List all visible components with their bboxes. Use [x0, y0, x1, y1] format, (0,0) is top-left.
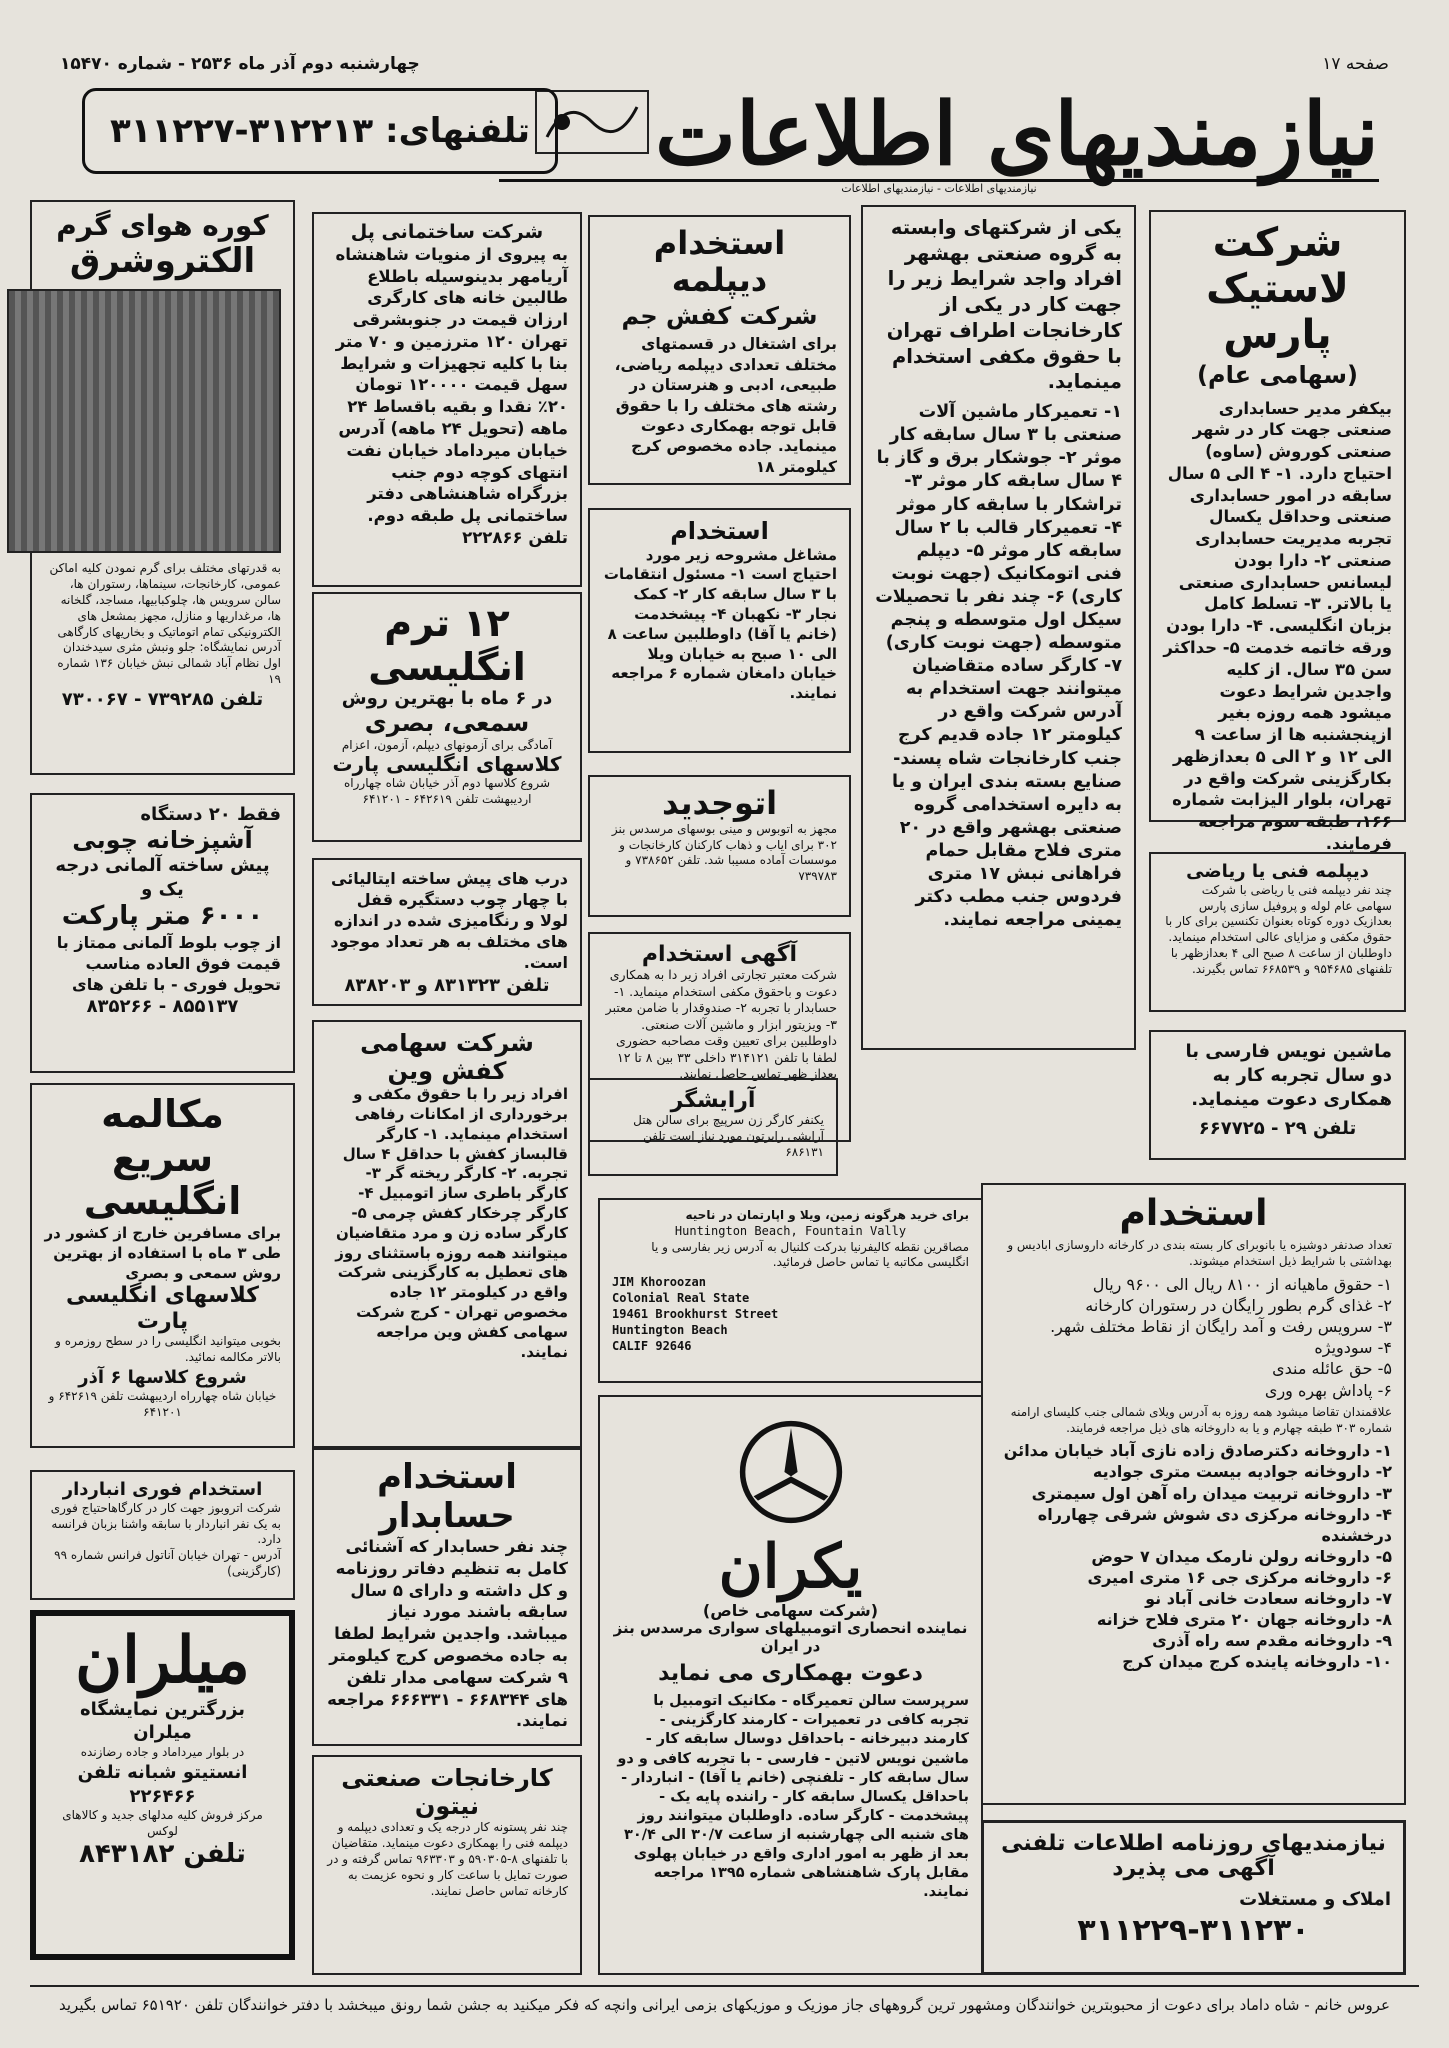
- ad-title: آرایشگر: [670, 1088, 756, 1113]
- ad-body: شرکت معتبر تجارتی افراد زیر دا به همکاری دعوت و باحقوق مکفی استخدام مینماید. ۱- حسابدار با تجربه ۲- صندوقدار با ضامن معتبر ۳- ویزیتور ابزار و ماشین آلات صنعتی. داوطلبین برای تعیین وقت مصاحبه حضوری لطفا با تلفن ۳۱۴۱۲۱ داخلی ۳۳ بین ۸ تا ۱۲ بعداز ظهر تماس حاصل نمایند.: [605, 967, 837, 1082]
- mercedes-star-icon: [736, 1417, 846, 1527]
- benefit-item: ۴- سودویژه: [1314, 1338, 1392, 1358]
- ad-body: شرکت اتروبوز جهت کار در کارگاهاحتیاج فوری به یک نفر انباردار با سابقه واشنا بزبان فرانسه دارد.: [50, 1500, 281, 1547]
- ad-title: دیپلمه فنی یا ریاضی: [1186, 861, 1369, 882]
- ad-invite: دعوت بهمکاری می نماید: [658, 1660, 923, 1686]
- ad-body: درب های پیش ساخته ایتالیائی با چهار چوب دستگیره قفل لولا و رنگامیزی شده در اندازه های مختلف به هر تعداد موجود است.: [330, 869, 568, 973]
- masthead-subtitle: نیازمندیهای اطلاعات - نیازمندیهای اطلاعات: [499, 179, 1379, 198]
- ad-note: علاقمندان تقاضا میشود همه روزه به آدرس ویلای شمالی جنب کلیسای ارامنه شماره ۳۰۳ طبقه چهارم و یا به داروخانه های ذیل مراجعه فرمایند.: [1010, 1404, 1392, 1435]
- ad-title: آگهی استخدام: [641, 942, 798, 967]
- ad-body: برای اشتغال در قسمتهای مختلف تعدادی دیپلمه ریاضی، طبیعی، ادبی و هنرستان در رشته های مختلف را با حقوق قابل توجه بهمکاری دعوت مینماید. جاده مخصوص کرج کیلومتر ۱۸: [614, 335, 837, 476]
- spacer: [957, 1078, 981, 1094]
- ad-huntington-realstate: [598, 1198, 983, 1383]
- ad-title: کارخانجات صنعتی نیتون: [341, 1764, 553, 1820]
- ad-arayeshgar: [588, 1078, 838, 1176]
- ad-body: سرپرست سالن تعمیرگاه - مکانیک اتومبیل با تجربه کافی در تعمیرات - کارمند کارگزینی - کارمند دبیرخانه - باحداقل دوسال سابقه کار - ماشین نویس لاتین - فارسی - با تجربه کافی و دو سال سابقه کار - تلفنچی (خانم یا آقا) - انباردار - باحداقل یکسال سابقه کار - راننده پایه یک - پیشخدمت - کارگر ساده. داوطلبان میتوانند روز های شنبه الی چهارشنبه از ساعت ۳۰/۷ الی ۳۰/۴ بعد از ظهر به امور اداری واقع در خیابان پهلوی مقابل پارک شاهنشاهی شماره ۱۳۹۵ مراجعه نمایند.: [617, 1693, 969, 1901]
- ad-body: چند نفر حسابدار که آشنائی کامل به تنظیم دفاتر روزنامه و کل داشته و دارای ۵ سال سابقه باشند مورد نیاز میباشد. واجدین شرایط لطفا به جاده مخصوص کرج کیلومتر ۹ شرکت سهامی مدار تلفن های ۶۶۸۳۴۴ - ۶۶۶۳۳۱ مراجعه نمایند.: [327, 1537, 568, 1731]
- pharmacy-item: ۹- داروخانه مقدم سه راه آذری: [1152, 1631, 1392, 1651]
- masthead-title: نیازمندیهای اطلاعات: [655, 84, 1379, 185]
- ad-body2: بخوبی میتوانید انگلیسی را در سطح روزمره و بالاتر مکالمه نمائید.: [55, 1334, 281, 1364]
- benefit-item: ۵- حق عائله مندی: [1272, 1359, 1392, 1379]
- ad-body: از چوب بلوط آلمانی ممتاز با قیمت فوق العاده مناسب تحویل فوری - با تلفن های: [56, 932, 281, 994]
- ad-phone: ۸۵۵۱۳۷ - ۸۳۵۲۶۶: [86, 996, 239, 1018]
- ad-sanati-behshahr: [861, 205, 1136, 1050]
- ad-diplom-fani: [1149, 852, 1406, 1012]
- ad-anbardar: [30, 1470, 295, 1600]
- ad-title: استخدام دیپلمه: [653, 224, 786, 299]
- ad-title: مکالمه سریع انگلیسی: [83, 1092, 242, 1224]
- addr-line: 19461 Brookhurst Street: [612, 1306, 779, 1321]
- school-name: کلاسهای انگلیسی پارت: [66, 1283, 259, 1334]
- ad-milan: [30, 1610, 295, 1960]
- ad-body: ۱- تعمیرکار ماشین آلات صنعتی با ۳ سال سابقه کار موثر ۲- جوشکار برق و گاز با ۴ سال سابقه کار موثر ۳- تراشکار با سابقه کار موثر ۴- تعمیرکار قالب با ۲ سال سابقه کار موثر ۵- دیپلم فنی اتومکانیک (جهت نوبت کاری) ۶- چند نفر با تحصیلات سیکل اول متوسطه و پنجم متوسطه (جهت نوبت کاری) ۷- کارگر ساده متقاضیان میتوانند جهت استخدام به آدرس شرکت واقع در کیلومتر ۱۲ جاده قدیم کرج جنب کارخانجات شاه پسند- صنایع بسته بندی ایران و یا به دایره استخدامی گروه صنعتی بهشهر واقع در ۲۰ متری فلاح مقابل حمام فراهانی نبش ۱۷ متری فردوس جنب مطب دکتر یمینی مراجعه نمایند.: [875, 402, 1122, 931]
- ad-title: اتوجدید: [661, 784, 778, 822]
- top-info-line: [60, 52, 1389, 76]
- addr-line: JIM Khoroozan: [612, 1275, 706, 1290]
- ad-english-12: [312, 592, 582, 842]
- ad-hesabdar: [312, 1448, 582, 1746]
- addr-line: CALIF 92646: [612, 1338, 692, 1353]
- ad-title: شرکت لاستیک پارس: [1206, 220, 1349, 358]
- ad-subtitle: شرکت کفش جم: [621, 301, 818, 330]
- ad-title: استخدام حسابدار: [377, 1457, 517, 1537]
- ad-title: ۱۲ ترم انگلیسی: [368, 601, 526, 689]
- pharmacy-item: ۶- داروخانه مرکزی جی ۱۶ متری امیری: [1087, 1568, 1392, 1588]
- pharmacy-item: ۷- داروخانه سعادت خانی آباد نو: [1145, 1589, 1392, 1609]
- ad-body: مشاغل مشروحه زیر مورد احتیاج است ۱- مسئول انتقامات با ۳ سال سابقه کار ۲- کمک نجار ۳- نکهبان ۴- پیشخدمت (خانم یا آقا) داوطلبین ساعت ۸ الی ۱۰ صبح به خیابان ویلا خیابان دامغان شماره ۶ مراجعه نمایند.: [603, 545, 837, 703]
- brand-sub: (شرکت سهامی خاص): [702, 1601, 879, 1620]
- ad-phone: تلفن ۸۳۱۳۲۳ و ۸۳۸۲۰۳: [344, 974, 550, 996]
- ad-yekran: [598, 1395, 983, 1975]
- ad-kafsh-vin: [312, 1020, 582, 1448]
- pharmacy-item: ۳- داروخانه تربیت میدان راه آهن اول سیمتری: [1031, 1483, 1392, 1503]
- ad-subtitle: آشپزخانه چوبی: [72, 825, 253, 854]
- ad-body: مجهز به اتوبوس و مینی بوسهای مرسدس بنز ۳۰۲ برای ایاب و ذهاب کارکنان کارخانجات و موسسات آماده مسیبا شد. تلفن ۷۳۸۶۵۲ و ۷۳۹۷۸۳: [611, 821, 837, 884]
- ad-body: به پیروی از منویات شاهنشاه آریامهر بدینوسیله باطلاع طالبین خانه های کارگری ارزان قیمت در جنوبشرقی تهران ۱۲۰ مترزمین و ۷۰ متر بنا با کلیه تجهیزات و شرایط سهل قیمت ۱۲۰۰۰۰ تومان ۲۰٪ نقدا و بقیه باقساط ۲۴ ماهه (تحویل ۲۴ ماهه) آدرس خیابان میرداماد خیابان نفت انتهای کوچه دوم جنب بزرگراه شاهنشاهی دفتر ساختمانی پل طبقه دوم. تلفن ۲۲۲۸۶۶: [335, 244, 568, 547]
- issue-date: چهارشنبه دوم آذر ماه ۲۵۳۶ - شماره ۱۵۴۷۰: [60, 54, 420, 74]
- ad-line2: در ۶ ماه با بهترین روش: [341, 688, 553, 710]
- benefit-item: ۱- حقوق ماهیانه از ۸۱۰۰ ریال الی ۹۶۰۰ ریال: [1092, 1275, 1392, 1295]
- ad-dar-italy: [312, 858, 582, 1006]
- ad-line: انستیتو شبانه تلفن ۲۲۶۴۶۶: [77, 1761, 248, 1807]
- brand-name: الکتروشرق: [69, 241, 256, 282]
- benefit-item: ۲- غذای گرم بطور رایگان در رستوران کارخانه: [1085, 1296, 1392, 1316]
- pharmacy-item: ۲- داروخانه جوادیه بیست متری جوادیه: [1092, 1462, 1392, 1482]
- ad-lastik-pars: [1149, 210, 1406, 853]
- ad-mokaleme: [30, 1083, 295, 1448]
- ad-line: در بلوار میرداماد و جاده رضازنده: [80, 1745, 245, 1760]
- ad-line: مرکز فروش کلیه مدلهای جدید و کالاهای لوکس: [62, 1808, 263, 1839]
- ad-title: استخدام: [670, 517, 769, 545]
- pharmacy-item: ۸- داروخانه جهان ۲۰ متری فلاح خزانه: [1096, 1610, 1392, 1630]
- ad-otojadid: [588, 775, 851, 917]
- ad-electroshargh: [30, 200, 295, 775]
- ad-title: فقط ۲۰ دستگاه: [140, 804, 281, 825]
- ad-phone: ۳۱۱۲۲۹-۳۱۱۲۳۰: [1077, 1913, 1310, 1949]
- ad-phone: تلفن ۲۹ - ۶۶۷۷۲۵: [1198, 1118, 1357, 1140]
- ad-intro: تعداد صدنفر دوشیزه یا بانوبرای کار بسته بندی در کارخانه داروسازی ابادیس و بهداشتی با شرایط ذیل استخدام میشوند.: [1007, 1238, 1392, 1269]
- furnace-image: [7, 289, 281, 553]
- spacer: [1112, 1078, 1136, 1094]
- ad-ashpazkhaneh: [30, 793, 295, 1073]
- footer-ad: عروس خانم - شاه داماد برای دعوت از محبوبترین خوانندگان ومشهور ترین گروههای جاز موزیک و موزیکهای بزمی ایرانی وانچه که فکر میکنید به جشن شما رونق میبخشد با دفتر خوانندگان تلفن ۶۵۱۹۲۰ تماس بگیرید: [30, 1985, 1419, 2023]
- ad-title: شرکت ساختمانی پل: [350, 221, 544, 243]
- ad-body: چند نفر پستونه کار درجه یک و تعدادی دیپلمه و دیپلمه فنی را بهمکاری دعوت مینماید. متقاضیان با تلفنهای ۸-۵۹۰۳۰۵ و ۹۶۳۳۰۳ تماس گرفته و در صورت تمایل با ساعت کار و نحوه عزیمت به کارخانه تماس حاصل نمایند.: [327, 1820, 568, 1898]
- pharmacy-item: ۱۰- داروخانه پاینده کرج میدان کرج: [1122, 1652, 1392, 1672]
- pharmacy-item: ۴- داروخانه مرکزی دی شوش شرقی چهارراه درخشنده: [1037, 1504, 1392, 1545]
- masthead: [499, 80, 1379, 195]
- benefit-item: ۶- پاداش بهره وری: [1264, 1380, 1392, 1400]
- brand-name: یکران: [718, 1532, 863, 1602]
- school-name: کلاسهای انگلیسی پارت: [332, 752, 562, 777]
- ad-subtitle: املاک و مستغلات: [1239, 1888, 1391, 1910]
- brand-name: میلران: [75, 1623, 250, 1698]
- ad-mashin-nevis: [1149, 1030, 1406, 1160]
- ad-body: چند نفر دیپلمه فنی یا ریاضی با شرکت سهامی عام لوله و پروفیل سازی پارس بعدازیک دوره کوتاه بعنوان تکنسین برای کار با حقوق مکفی و مزایای عالی استخدام مینماید. داوطلبان از ساعت ۸ صبح الی ۴ بعدازظهر با تلفنهای ۹۵۴۶۸۵ و ۶۶۸۵۳۹ تماس بگیرند.: [1165, 882, 1392, 976]
- ad-body: آمادگی برای آزمونهای دیپلم، آزمون، اعزام: [341, 737, 553, 752]
- ad-address: آدرس نمایشگاه: جلو ونبش مثری سیدخندان اول نظام آباد شمالی نبش خیابان ۱۳۶ شماره ۱۹: [57, 640, 281, 687]
- ad-body: مصاقرین نقطه کالیفرنیا بدرکت کلنیال به آدرس زیر بفارسی و یا انگلیسی مکاتبه یا تماس حاصل فرمائید.: [651, 1239, 969, 1270]
- ad-title: یکی از شرکتهای وابسته به گروه صنعتی بهشهر افراد واجد شرایط زیر را جهت کار در یکی از کارخانجات اطراف تهران با حقوق مکفی استخدام مینماید.: [886, 216, 1122, 394]
- ad-body: یکنفر کارگر زن سرپیچ برای سالن هتل آرایشی رایرتون مورد نیاز است تلفن ۶۸۶۱۳۱: [633, 1113, 824, 1159]
- ad-title: استخدام: [1119, 1193, 1268, 1234]
- ad-address: آدرس - تهران خیابان آناتول فرانس شماره ۹۹ (کارگزینی): [54, 1548, 281, 1578]
- ad-footer: شروع کلاسها دوم آذر خیابان شاه چهارراه اردیبهشت تلفن ۶۴۲۶۱۹ - ۶۴۱۲۰۱: [344, 776, 550, 807]
- ad-phone: تلفن ۸۴۳۱۸۲: [79, 1839, 246, 1870]
- ad-body: برای مسافرین خارج از کشور در طی ۳ ماه با استفاده از بهترین روش سمعی و بصری: [44, 1224, 281, 1282]
- ad-line: پیش ساخته آلمانی درجه یک و: [55, 855, 270, 901]
- ad-body: ماشین نویس فارسی با دو سال تجربه کار به همکاری دعوت مینماید.: [1185, 1041, 1392, 1110]
- ad-title: شرکت سهامی کفش وین: [360, 1029, 534, 1085]
- ad-start: شروع کلاسها ۶ آذر: [78, 1366, 247, 1388]
- ad-ettelaat-phone-box: [981, 1820, 1406, 1975]
- ad-body: افراد زیر را با حقوق مکفی و برخورداری از امکانات رفاهی استخدام مینماید. ۱- کارگر قالبساز کفش با حداقل ۴ سال تجربه. ۲- کارگر ریخته گر ۳- کارگر باطری ساز اتومبیل ۴- کارگر چرخکار کفش چرمی ۵- کارگر ساده زن و مرد متقاضیان میتوانند همه روزه باستثنای روز های تعطیل به کارگزینی شرکت واقع در کیلومتر ۱۲ جاده مخصوص تهران - کرج شرکت سهامی کفش وین مراجعه نمایند.: [335, 1085, 568, 1361]
- ad-karkhanejat-nitoon: [312, 1755, 582, 1975]
- ad-line: بزرگترین نمایشگاه میلران: [79, 1698, 246, 1744]
- ad-location: Huntington Beach, Fountain Vally: [674, 1223, 907, 1238]
- header-phone-box: تلفنهای: ۳۱۲۲۱۳-۳۱۱۲۲۷: [82, 88, 558, 174]
- ad-estekhdam-small: [588, 508, 851, 753]
- ad-body: به قدرتهای مختلف برای گرم نمودن کلیه اماکن عمومی، کارخانجات، سینماها، رستوران ها، سالن سرویس ها، چلوکبابیها، مساجد، گلخانه ها، مرغداریها و منازل، مجهز بمشعل های الکترونیکی تمام اتوماتیک و بخاریهای کارگاهی: [49, 561, 281, 639]
- ad-phone: تلفن ۷۳۹۲۸۵ - ۷۳۰۰۶۷: [61, 688, 264, 710]
- benefit-item: ۳- سرویس رفت و آمد رایگان از نقاط مختلف شهر.: [1050, 1317, 1392, 1337]
- ad-estekhdam-pharmacy: [981, 1183, 1406, 1805]
- ad-line3: سمعی، بصری: [364, 709, 530, 738]
- ad-kafsh-jam: [588, 215, 851, 485]
- ad-footer: خیابان شاه چهارراه اردیبهشت تلفن ۶۴۲۶۱۹ و ۶۴۱۲۰۱: [48, 1389, 277, 1420]
- addr-line: Huntington Beach: [612, 1322, 728, 1337]
- ad-sakhtemani-pol: [312, 212, 582, 587]
- pharmacy-item: ۵- داروخانه رولن نارمک میدان ۷ حوض: [1091, 1546, 1392, 1566]
- ad-title: کوره هوای گرم: [56, 209, 269, 242]
- ad-title: استخدام فوری انباردار: [62, 1479, 263, 1500]
- ad-title: نیازمندیهای روزنامه اطلاعات تلفنی آگهی می پذیرد: [1001, 1831, 1386, 1882]
- ad-subtitle: (سهامی عام): [1197, 361, 1358, 389]
- ad-parquet: ۶۰۰۰ متر پارکت: [61, 900, 264, 931]
- brand-agent: نماینده انحصاری اتومبیلهای سواری مرسدس بنز در ایران: [613, 1619, 968, 1655]
- page-label: صفحه ۱۷: [1322, 54, 1389, 74]
- ad-title: برای خرید هرگونه زمین، ویلا و اپارتمان در ناحیه: [685, 1208, 969, 1222]
- addr-line: Colonial Real State: [612, 1291, 750, 1306]
- ad-body: بیکفر مدیر حسابداری صنعتی جهت کار در شهر صنعتی کوروش (ساوه) احتیاج دارد. ۱- ۴ الی ۵ سال سابقه در امور حسابداری صنعتی وحداقل یکسال تجربه مدیریت حسابداری صنعتی ۲- دارا بودن لیسانس حسابداری صنعتی یا بالاتر. ۳- تسلط کامل بزبان انگلیسی. ۴- دارا بودن ورقه خاتمه خدمت ۵- حداکثر سن ۳۵ سال. از کلیه واجدین شرایط دعوت میشود همه روزه بغیر ازپنجشنبه ها از ساعت ۹ الی ۱۲ و ۲ الی ۵ بعدازظهر بکارگزینی شرکت واقع در تهران، بلوار الیزابت شماره ۱۶۶، طبقه سوم مراجعه فرمایند.: [1163, 398, 1392, 853]
- pharmacy-item: ۱- داروخانه دکترصادق زاده نازی آباد خیابان مدائن: [1003, 1441, 1392, 1461]
